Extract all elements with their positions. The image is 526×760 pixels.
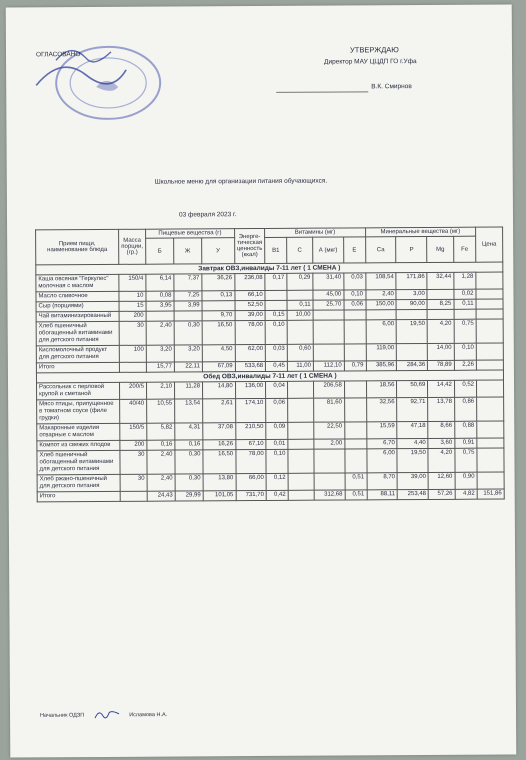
value-cell: 0,12: [266, 473, 288, 490]
value-cell: 0,91: [455, 438, 477, 448]
value-cell: 13,54: [175, 399, 203, 423]
value-cell: 12,60: [428, 472, 455, 489]
value-cell: 39,00: [397, 472, 428, 489]
value-cell: 0,17: [265, 273, 287, 290]
value-cell: [314, 449, 345, 473]
value-cell: [476, 343, 503, 360]
value-cell: 10,00: [287, 310, 313, 320]
value-cell: [476, 272, 503, 289]
value-cell: 14,00: [428, 343, 455, 360]
value-cell: 174,10: [235, 398, 266, 422]
value-cell: [344, 344, 366, 361]
value-cell: 4,20: [428, 448, 455, 472]
approve-label: УТВЕРЖДАЮ: [349, 45, 399, 55]
value-cell: 0,06: [266, 398, 288, 422]
col-mg: Mg: [427, 236, 454, 262]
col-minerals: Минеральные вещества (мг): [365, 227, 476, 237]
value-cell: 0,88: [455, 421, 477, 438]
value-cell: 0,10: [265, 320, 287, 344]
value-cell: 4,50: [202, 345, 235, 362]
value-cell: 731,70: [236, 490, 267, 500]
value-cell: 0,11: [287, 300, 313, 310]
col-u: У: [202, 238, 235, 264]
menu-table: [35, 227, 505, 503]
value-cell: [120, 491, 147, 501]
col-p: Р: [396, 236, 427, 262]
col-a: А (мкг): [313, 237, 344, 263]
value-cell: 0,30: [175, 474, 203, 491]
value-cell: [288, 422, 314, 439]
value-cell: [288, 449, 314, 473]
dish-name-cell: Итого: [37, 491, 120, 502]
value-cell: 25,70: [313, 300, 344, 310]
menu-date: 03 февраля 2023 г.: [178, 211, 237, 219]
value-cell: 206,58: [314, 381, 345, 398]
value-cell: 151,86: [477, 489, 504, 499]
value-cell: [345, 439, 367, 449]
col-mass: Масса порции, (гр.): [119, 229, 146, 264]
value-cell: 0,09: [266, 422, 288, 439]
value-cell: 171,86: [396, 272, 427, 289]
value-cell: [476, 299, 503, 309]
value-cell: 4,40: [397, 438, 428, 448]
value-cell: 50,69: [397, 380, 428, 397]
value-cell: 3,20: [146, 345, 174, 362]
value-cell: [202, 301, 235, 311]
value-cell: 11,00: [287, 361, 313, 371]
value-cell: [397, 343, 428, 360]
col-e: Е: [343, 237, 365, 263]
value-cell: 2,26: [454, 360, 476, 370]
dish-name-cell: Каша овсяная "Геркулес" молочная с маслом: [36, 274, 119, 292]
value-cell: 112,10: [313, 361, 344, 371]
signature-line: [276, 91, 368, 93]
footer: [40, 710, 167, 721]
value-cell: [288, 439, 314, 449]
footer-position: Начальник ОДЗП: [40, 712, 85, 719]
value-cell: 22,50: [314, 422, 345, 439]
dish-name-cell: Сыр (порциями): [36, 301, 119, 312]
value-cell: 4,31: [175, 423, 203, 440]
value-cell: 0,60: [287, 344, 313, 361]
value-cell: [477, 421, 504, 438]
dish-name-cell: Мясо птицы, припущенное в томатном соусе (филе грудки): [37, 399, 120, 424]
value-cell: 0,10: [266, 449, 288, 473]
dish-name-cell: Хлеб пшеничный обогащенный витаминами для детского питания: [36, 321, 119, 346]
total-row: [37, 489, 504, 502]
value-cell: 3,99: [174, 301, 202, 311]
value-cell: 200: [120, 440, 147, 450]
value-cell: 30: [119, 321, 146, 345]
value-cell: 37,08: [203, 423, 236, 440]
value-cell: 136,00: [235, 381, 266, 398]
value-cell: [476, 309, 503, 319]
value-cell: 15,77: [146, 362, 174, 372]
value-cell: [476, 319, 503, 343]
value-cell: [427, 309, 454, 319]
value-cell: 10,55: [147, 399, 175, 423]
footer-signature: [94, 710, 120, 720]
value-cell: 119,00: [366, 344, 397, 361]
value-cell: 30: [120, 474, 147, 491]
value-cell: [344, 398, 366, 422]
value-cell: 16,50: [203, 450, 236, 474]
value-cell: 13,80: [203, 474, 236, 491]
value-cell: [288, 473, 314, 490]
value-cell: 10: [119, 291, 146, 301]
value-cell: 200/5: [120, 382, 147, 399]
value-cell: 31,40: [313, 273, 344, 290]
table-row: [36, 319, 503, 346]
value-cell: 29,99: [175, 491, 203, 501]
dish-name-cell: Рассольник с перловой крупой и сметаной: [37, 382, 120, 400]
value-cell: 3,00: [396, 289, 427, 299]
value-cell: 0,30: [175, 450, 203, 474]
value-cell: [345, 449, 367, 473]
stamp-seal: [26, 25, 167, 121]
value-cell: 19,50: [397, 448, 428, 472]
value-cell: 533,68: [235, 361, 266, 371]
value-cell: [476, 289, 503, 299]
value-cell: 11,28: [175, 382, 203, 399]
value-cell: 6,70: [366, 439, 397, 449]
value-cell: 0,03: [344, 273, 366, 290]
value-cell: 7,37: [174, 274, 202, 291]
value-cell: 2,40: [146, 321, 174, 345]
value-cell: 66,10: [235, 290, 266, 300]
value-cell: 2,40: [147, 450, 175, 474]
value-cell: 0,10: [344, 290, 366, 300]
value-cell: 284,36: [397, 360, 428, 370]
value-cell: 0,51: [345, 473, 367, 490]
value-cell: 0,10: [454, 343, 476, 360]
dish-name-cell: Чай витаминизированный: [36, 311, 119, 322]
value-cell: 0,15: [265, 310, 287, 320]
value-cell: 47,18: [397, 421, 428, 438]
col-b1: В1: [265, 237, 287, 263]
value-cell: 0,03: [266, 344, 288, 361]
col-price: Цена: [476, 227, 503, 262]
value-cell: 4,20: [427, 319, 454, 343]
value-cell: 0,04: [266, 381, 288, 398]
value-cell: [476, 360, 503, 370]
value-cell: [396, 309, 427, 319]
dish-name-cell: Хлеб ржано-пшеничный для детского питания: [37, 474, 120, 492]
director-name: В.К. Смирнов: [371, 83, 412, 91]
value-cell: 2,40: [147, 474, 175, 491]
value-cell: [454, 309, 476, 319]
value-cell: 0,52: [454, 380, 476, 397]
value-cell: 88,11: [367, 490, 398, 500]
dish-name-cell: Хлеб пшеничный обогащенный витаминами для детского питания: [37, 450, 120, 475]
value-cell: 13,78: [428, 397, 455, 421]
col-b: Б: [146, 238, 174, 264]
value-cell: [344, 381, 366, 398]
value-cell: 101,05: [203, 491, 236, 501]
value-cell: 66,00: [236, 473, 267, 490]
section-title: Обед ОВЗ,инвалиды 7-11 лет ( 1 СМЕНА ): [36, 370, 503, 383]
col-meal: Прием пищи, наименование блюда: [36, 229, 119, 265]
value-cell: 253,48: [398, 489, 429, 499]
value-cell: [288, 490, 314, 500]
section-title: Завтрак ОВЗ,инвалиды 7-11 лет ( 1 СМЕНА ): [36, 262, 503, 275]
value-cell: 52,50: [235, 300, 266, 310]
value-cell: [119, 362, 146, 372]
value-cell: 0,90: [455, 472, 477, 489]
value-cell: [366, 310, 397, 320]
value-cell: 210,50: [235, 422, 266, 439]
value-cell: 2,10: [147, 382, 175, 399]
footer-name: Исламова Н.А.: [129, 712, 168, 719]
value-cell: 78,89: [428, 360, 455, 370]
value-cell: 0,30: [174, 321, 202, 345]
value-cell: 30: [120, 450, 147, 474]
value-cell: 0,29: [287, 273, 313, 290]
value-cell: [174, 311, 202, 321]
value-cell: 57,26: [428, 489, 455, 499]
value-cell: 9,70: [202, 311, 235, 321]
value-cell: 92,71: [397, 397, 428, 421]
value-cell: 100: [119, 345, 146, 362]
col-ca: Са: [365, 237, 396, 263]
value-cell: [287, 320, 313, 344]
value-cell: 1,28: [454, 272, 476, 289]
value-cell: 0,02: [454, 289, 476, 299]
value-cell: 8,70: [367, 473, 398, 490]
value-cell: 6,00: [366, 320, 397, 344]
value-cell: [265, 300, 287, 310]
dish-name-cell: Макаронные изделия отварные с маслом: [37, 423, 120, 441]
value-cell: [427, 289, 454, 299]
value-cell: 0,51: [345, 490, 367, 500]
value-cell: 0,75: [455, 448, 477, 472]
value-cell: 0,01: [266, 439, 288, 449]
value-cell: 8,25: [427, 299, 454, 309]
value-cell: 150/5: [120, 423, 147, 440]
value-cell: 3,95: [146, 301, 174, 311]
value-cell: 78,00: [235, 320, 266, 344]
col-fe: Fe: [453, 236, 475, 262]
value-cell: 236,08: [235, 273, 266, 290]
value-cell: 0,79: [344, 361, 366, 371]
value-cell: [287, 290, 313, 300]
value-cell: [146, 311, 174, 321]
value-cell: 8,66: [428, 421, 455, 438]
value-cell: 19,50: [397, 319, 428, 343]
dish-name-cell: Масло сливочное: [36, 291, 119, 302]
col-vitamins: Витамины (мг): [265, 228, 365, 238]
value-cell: 0,42: [266, 490, 288, 500]
value-cell: 3,20: [174, 345, 202, 362]
value-cell: 39,00: [235, 310, 266, 320]
value-cell: 2,61: [203, 399, 236, 423]
document-sheet: [6, 4, 517, 757]
value-cell: 0,16: [175, 440, 203, 450]
value-cell: 14,42: [428, 380, 455, 397]
value-cell: [477, 397, 504, 421]
menu-body: [36, 262, 504, 502]
value-cell: 78,00: [236, 449, 267, 473]
value-cell: 62,00: [235, 344, 266, 361]
value-cell: 2,00: [314, 439, 345, 449]
col-c: С: [287, 237, 313, 263]
value-cell: 4,82: [455, 489, 477, 499]
value-cell: [477, 472, 504, 489]
value-cell: [344, 310, 366, 320]
value-cell: 22,11: [174, 362, 202, 372]
value-cell: 0,86: [454, 397, 476, 421]
value-cell: 0,75: [454, 319, 476, 343]
value-cell: 6,00: [366, 449, 397, 473]
value-cell: 40/40: [120, 399, 147, 423]
table-row: [37, 397, 504, 424]
page-title: Школьное меню для организации питания обучающихся.: [154, 177, 328, 186]
value-cell: [287, 381, 313, 398]
col-zh: Ж: [174, 238, 202, 264]
value-cell: 3,60: [428, 438, 455, 448]
value-cell: [344, 320, 366, 344]
value-cell: 150/4: [119, 274, 146, 291]
agreed-label: ОГЛАСОВАНО: [35, 51, 81, 59]
dish-name-cell: Кисломолочный продукт для детского питания: [36, 345, 119, 363]
value-cell: 0,45: [266, 361, 288, 371]
value-cell: 0,06: [344, 300, 366, 310]
value-cell: [265, 290, 287, 300]
value-cell: 108,54: [365, 273, 396, 290]
value-cell: 16,26: [203, 440, 236, 450]
value-cell: 5,82: [147, 423, 175, 440]
value-cell: 15,59: [366, 422, 397, 439]
value-cell: 7,25: [174, 291, 202, 301]
value-cell: 2,40: [365, 290, 396, 300]
value-cell: 90,00: [396, 299, 427, 309]
value-cell: [313, 344, 344, 361]
dish-name-cell: Компот из свежих плодов: [37, 440, 120, 451]
value-cell: 0,08: [146, 291, 174, 301]
value-cell: 6,14: [146, 274, 174, 291]
value-cell: 150,00: [366, 300, 397, 310]
dish-name-cell: Итого: [36, 362, 119, 373]
col-nutrients: Пищевые вещества (г): [146, 229, 235, 239]
value-cell: 15: [119, 301, 146, 311]
value-cell: 0,13: [202, 291, 235, 301]
value-cell: 16,50: [202, 321, 235, 345]
value-cell: 200: [119, 311, 146, 321]
value-cell: 45,00: [313, 290, 344, 300]
value-cell: 0,11: [454, 299, 476, 309]
table-row: [37, 448, 504, 475]
value-cell: 14,80: [203, 382, 236, 399]
value-cell: 32,56: [366, 398, 397, 422]
value-cell: 312,68: [314, 490, 345, 500]
value-cell: [288, 398, 314, 422]
value-cell: [476, 380, 503, 397]
value-cell: 67,09: [202, 362, 235, 372]
col-energy: Энерге-тическая ценность (ккал): [234, 228, 265, 263]
value-cell: [345, 422, 367, 439]
value-cell: 67,10: [236, 439, 267, 449]
value-cell: 24,43: [147, 491, 175, 501]
value-cell: [477, 438, 504, 448]
value-cell: 36,26: [202, 274, 235, 291]
value-cell: 385,96: [366, 361, 397, 371]
value-cell: [314, 473, 345, 490]
value-cell: 18,56: [366, 381, 397, 398]
value-cell: 0,16: [147, 440, 175, 450]
value-cell: [313, 320, 344, 344]
value-cell: 32,44: [427, 272, 454, 289]
value-cell: 81,60: [314, 398, 345, 422]
director-title: Директор МАУ ЦЦДП ГО г.Уфа: [324, 58, 417, 66]
value-cell: [477, 448, 504, 472]
value-cell: [313, 310, 344, 320]
